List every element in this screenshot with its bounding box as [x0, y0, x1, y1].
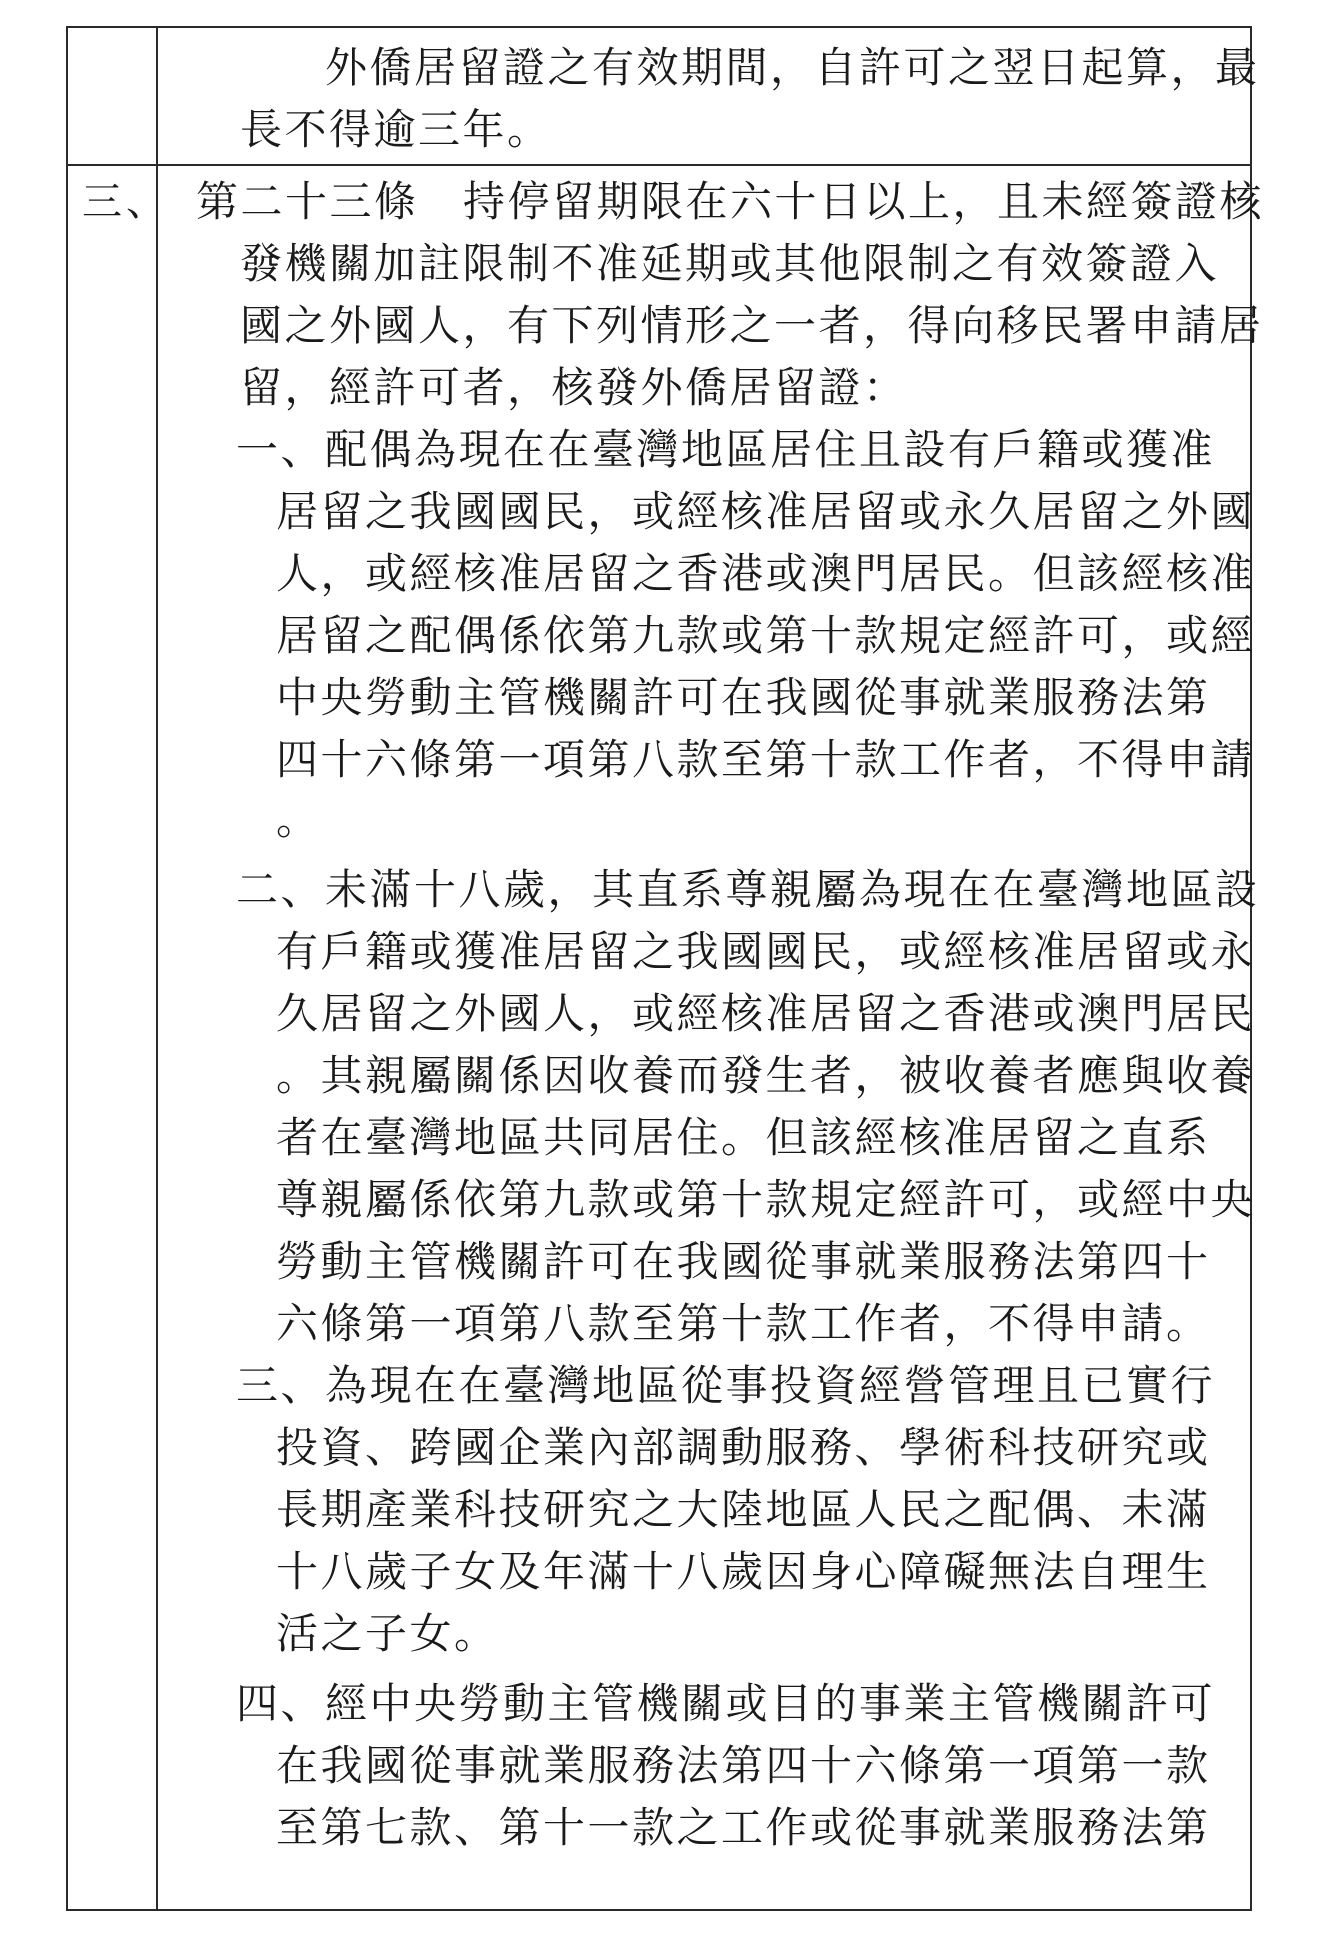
clause4-line-2: 在我國從事就業服務法第四十六條第一項第一款	[276, 1741, 1211, 1790]
clause2-line-6: 尊親屬係依第九款或第十款規定經許可，或經中央	[276, 1175, 1256, 1224]
clause2-line-5: 者在臺灣地區共同居住。但該經核准居留之直系	[276, 1113, 1211, 1162]
article-line-2: 發機關加註限制不准延期或其他限制之有效簽證入	[240, 239, 1220, 288]
clause2-line-7: 勞動主管機關許可在我國從事就業服務法第四十	[276, 1237, 1211, 1286]
clause2-line-3: 久居留之外國人，或經核准居留之香港或澳門居民	[276, 989, 1256, 1038]
clause1-line-7: 。	[276, 795, 321, 844]
clause3-line-4: 十八歲子女及年滿十八歲因身心障礙無法自理生	[276, 1547, 1211, 1596]
clause1-line-2: 居留之我國國民，或經核准居留或永久居留之外國	[276, 487, 1256, 536]
article-line-4: 留，經許可者，核發外僑居留證：	[240, 363, 908, 412]
clause3-line-1: 三、為現在在臺灣地區從事投資經營管理且已實行	[236, 1361, 1216, 1410]
clause3-line-5: 活之子女。	[276, 1609, 499, 1658]
clause1-line-5: 中央勞動主管機關許可在我國從事就業服務法第	[276, 673, 1211, 722]
clause3-line-2: 投資、跨國企業內部調動服務、學術科技研究或	[276, 1423, 1211, 1472]
clause3-line-3: 長期產業科技研究之大陸地區人民之配偶、未滿	[276, 1485, 1211, 1534]
clause1-line-1: 一、配偶為現在在臺灣地區居住且設有戶籍或獲准	[236, 425, 1216, 474]
clause4-line-1: 四、經中央勞動主管機關或目的事業主管機關許可	[236, 1679, 1216, 1728]
article-line-1: 第二十三條 持停留期限在六十日以上，且未經簽證核	[196, 177, 1265, 226]
clause2-line-2: 有戶籍或獲准居留之我國國民，或經核准居留或永	[276, 927, 1256, 976]
clause2-line-4: 。其親屬關係因收養而發生者，被收養者應與收養	[276, 1051, 1256, 1100]
item-number: 三、	[82, 179, 170, 225]
clause2-line-1: 二、未滿十八歲，其直系尊親屬為現在在臺灣地區設	[236, 865, 1260, 914]
row-divider	[66, 164, 1252, 166]
clause4-line-3: 至第七款、第十一款之工作或從事就業服務法第	[276, 1803, 1211, 1852]
column-divider	[156, 26, 158, 1911]
clause1-line-3: 人，或經核准居留之香港或澳門居民。但該經核准	[276, 549, 1256, 598]
row1-line-2: 長不得逾三年。	[240, 105, 552, 154]
article-line-3: 國之外國人，有下列情形之一者，得向移民署申請居	[240, 301, 1264, 350]
clause1-line-6: 四十六條第一項第八款至第十款工作者，不得申請	[276, 735, 1256, 784]
clause2-line-8: 六條第一項第八款至第十款工作者，不得申請。	[276, 1299, 1211, 1348]
row1-line-1: 外僑居留證之有效期間，自許可之翌日起算，最	[325, 43, 1260, 92]
clause1-line-4: 居留之配偶係依第九款或第十款規定經許可，或經	[276, 611, 1256, 660]
